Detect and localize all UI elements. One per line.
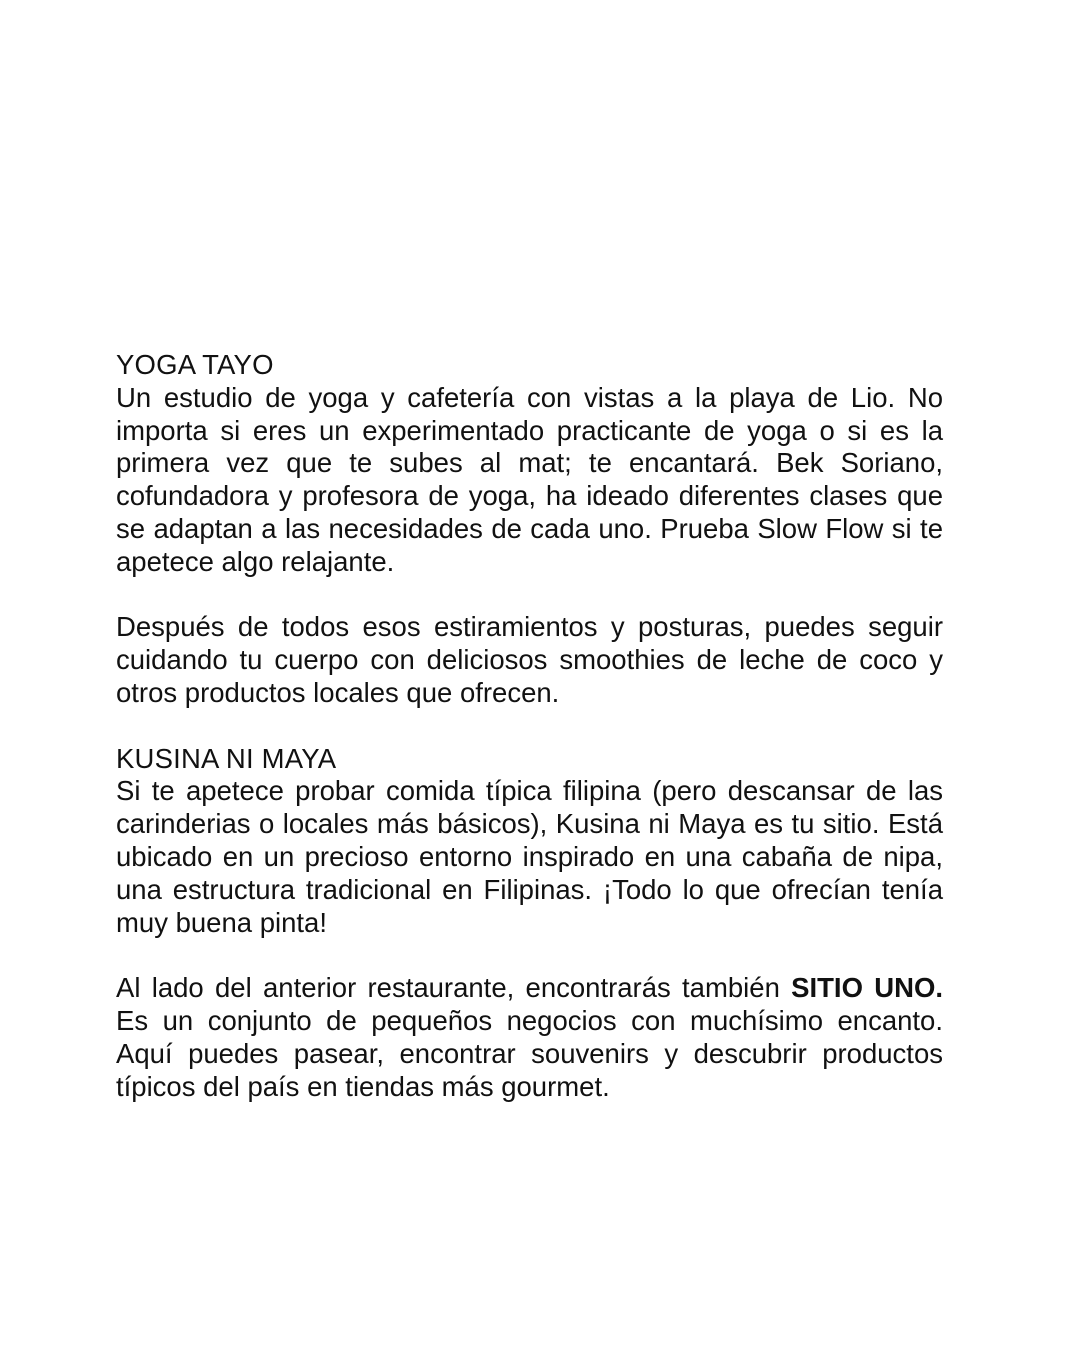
paragraph-spacer [116,710,943,743]
sitio-uno-intro: Al lado del anterior restaurante, encontrarás también [116,972,792,1004]
section-heading-kusina-ni-maya: KUSINA NI MAYA [116,742,337,774]
sitio-uno-paragraph [116,972,943,1103]
yoga-tayo-smoothies: Después de todos esos estiramientos y posturas, puedes seguir cuidando tu cuerpo con deliciosos smoothies de leche de coco y otros productos locales que ofrecen. [116,611,943,708]
kusina-ni-maya-description: Si te apetece probar comida típica filipina (pero descansar de las carinderias o locales más básicos), Kusina ni Maya es tu sitio. Está ubicado en un precioso entorno inspirado en una cabaña de nipa, una estructura tradicional en Filipinas. ¡Todo lo que ofrecían tenía muy buena pinta! [116,775,943,938]
sitio-uno-name: SITIO UNO. [791,972,943,1004]
paragraph-spacer [116,939,943,972]
paragraph-spacer [116,579,943,612]
article-body [116,349,943,1103]
sitio-uno-details: Es un conjunto de pequeños negocios con muchísimo encanto. Aquí puedes pasear, encontrar souvenirs y descubrir productos típicos del país en tiendas más gourmet. [116,1004,943,1102]
yoga-tayo-description: Un estudio de yoga y cafetería con vistas a la playa de Lio. No importa si eres un experimentado practicante de yoga o si es la primera vez que te subes al mat; te encantará. Bek Soriano, cofundadora y profesora de yoga, ha ideado diferentes clases que se adaptan a las necesidades de cada uno. Prueba Slow Flow si te apetece algo relajante. [116,381,943,577]
section-heading-yoga-tayo: YOGA TAYO [116,349,274,380]
